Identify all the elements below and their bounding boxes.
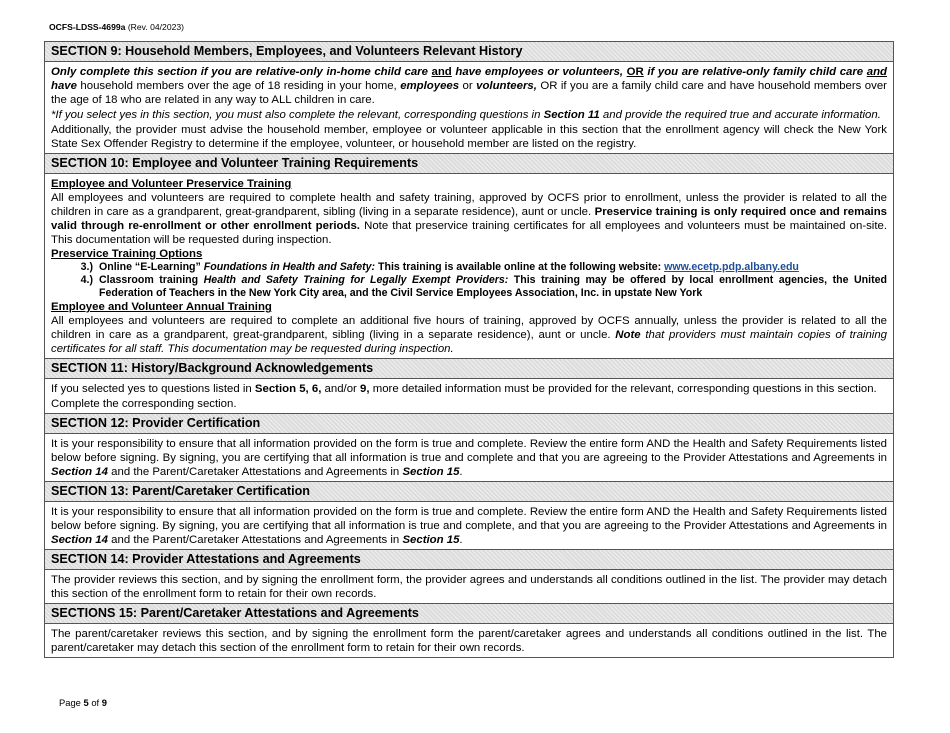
preservice-options-subheading: Preservice Training Options — [51, 248, 203, 260]
section-12-paragraph: It is your responsibility to ensure that all information provided on the form is true and complete. Review the entire form AND the Health and Safety Requirements listed below before signing. By signing, you are certifying that all information is true and complete and that you are agreeing to the Provider Attestations and Agreements in Section 14 and the Parent/Caretaker Attestations and Agreements in Section 15. — [51, 438, 887, 478]
page-number: Page 5 of 9 — [59, 697, 107, 708]
section-13-header: SECTION 13: Parent/Caretaker Certification — [45, 482, 893, 502]
section-11-paragraph-2: Complete the corresponding section. — [51, 398, 237, 410]
form-number: OCFS-LDSS-4699a — [49, 22, 126, 32]
section-10-paragraph-1: All employees and volunteers are required to complete health and safety training, approved by OCFS prior to enrollment, unless the provider is related to all the children in care as a grandparent, great-grandparent, sibling (living in a separate residence), aunt or uncle. Preservice training is only required once and remains valid through re-enrollment or other enrollment periods. Note that preservice training certificates for all employees and volunteers must be maintained on-site. This documentation will be requested during inspection. — [51, 192, 887, 246]
section-14-header: SECTION 14: Provider Attestations and Agreements — [45, 550, 893, 570]
section-11-body — [45, 379, 893, 414]
training-option-4: 4.) Classroom training Health and Safety Training for Legally Exempt Providers: This training may be offered by local enrollment agencies, the United Federation of Teachers in the New York City area, and the Civil Service Employees Association, Inc. in upstate New York — [80, 274, 887, 299]
annual-training-subheading: Employee and Volunteer Annual Training — [51, 301, 272, 313]
section-13-paragraph: It is your responsibility to ensure that all information provided on the form is true and complete. Review the entire form AND the Health and Safety Requirements listed below before signing. By signing, you are certifying that all information is true and complete, and that you are agreeing to the Provider Attestations and Agreements in Section 14 and the Parent/Caretaker Attestations and Agreements in Section 15. — [51, 506, 887, 546]
form-content — [44, 41, 894, 658]
section-12-body — [45, 434, 893, 482]
section-11-paragraph-1: If you selected yes to questions listed in Section 5, 6, and/or 9, more detailed information must be provided for the relevant, corresponding questions in this section. — [51, 383, 877, 395]
section-10-body — [45, 174, 893, 359]
section-15-body — [45, 624, 893, 658]
section-9-header: SECTION 9: Household Members, Employees, and Volunteers Relevant History — [45, 42, 893, 62]
preservice-training-subheading: Employee and Volunteer Preservice Training — [51, 178, 292, 190]
section-9-paragraph-3: Additionally, the provider must advise the household member, employee or volunteer applicable in this section that the enrollment agency will check the New York State Sex Offender Registry to determine if the employee, volunteer, or household member are listed on the registry. — [51, 124, 887, 150]
section-13-body — [45, 502, 893, 550]
section-15-header: SECTIONS 15: Parent/Caretaker Attestations and Agreements — [45, 604, 893, 624]
elearning-website-link[interactable]: www.ecetp.pdp.albany.edu — [664, 261, 799, 273]
form-id-header — [49, 22, 184, 32]
section-9-paragraph-1: Only complete this section if you are relative-only in-home child care and have employees or volunteers, OR if you are relative-only family child care and have household members over the age of 18 residing in your home, employees or volunteers, OR if you are a family child care and have household members over the age of 18 who are related in any way to ALL children in care. — [51, 66, 887, 106]
form-revision: (Rev. 04/2023) — [127, 22, 185, 32]
section-14-paragraph: The provider reviews this section, and by signing the enrollment form, the provider agrees and understands all conditions outlined in the list. The provider may detach this section of the enrollment form to retain for their own records. — [51, 574, 887, 600]
section-11-header: SECTION 11: History/Background Acknowledgements — [45, 359, 893, 379]
training-option-3: 3.) Online “E-Learning” Foundations in Health and Safety: This training is available online at the following website: www.ecetp.pdp.albany.edu — [80, 261, 799, 273]
section-10-header: SECTION 10: Employee and Volunteer Training Requirements — [45, 154, 893, 174]
section-10-paragraph-2: All employees and volunteers are required to complete an additional five hours of training, approved by OCFS annually, unless the provider is related to all the children in care as a grandparent, great-grandparent, sibling (living in a separate residence), aunt or uncle. Note that providers must maintain copies of training certificates for all staff. This documentation may be requested during inspection. — [51, 315, 887, 355]
section-12-header: SECTION 12: Provider Certification — [45, 414, 893, 434]
section-14-body — [45, 570, 893, 604]
section-15-paragraph: The parent/caretaker reviews this section, and by signing the enrollment form the parent/caretaker agrees and understands all conditions outlined in the list. The parent/caretaker may detach this section of the enrollment form to retain for their own records. — [51, 628, 887, 654]
section-9-body — [45, 62, 893, 154]
section-9-paragraph-2: *If you select yes in this section, you must also complete the relevant, corresponding questions in Section 11 and provide the required true and accurate information. — [51, 109, 881, 121]
